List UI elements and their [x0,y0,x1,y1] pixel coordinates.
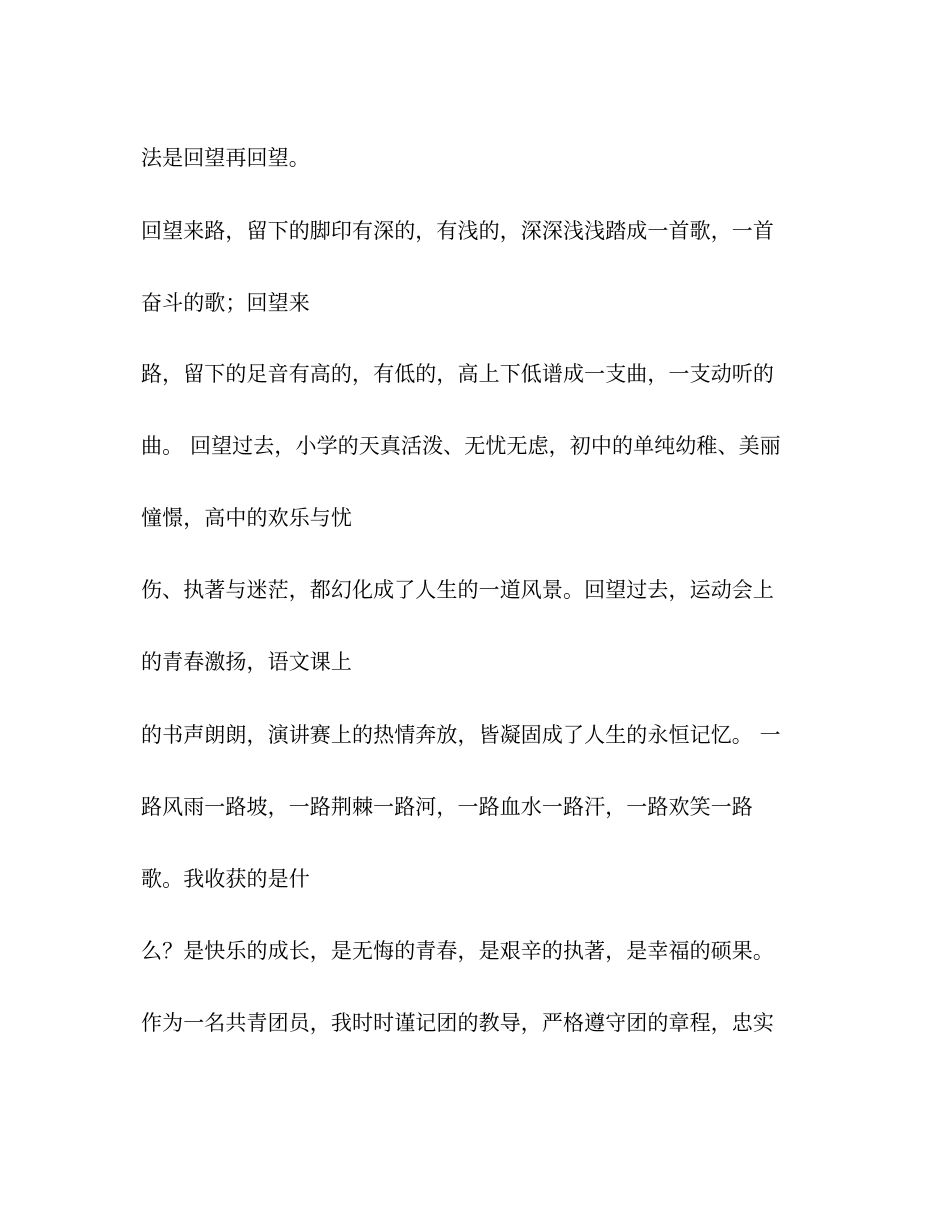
text-line: 路，留下的足音有高的，有低的，高上下低谱成一支曲，一支动听的 [141,362,774,386]
text-line: 歌。我收获的是什 [141,867,310,891]
text-line: 伤、执著与迷茫，都幻化成了人生的一道风景。回望过去，运动会上 [141,578,774,602]
text-line: 路风雨一路坡，一路荆棘一路河，一路血水一路汗，一路欢笑一路 [141,795,753,819]
text-line: 的书声朗朗，演讲赛上的热情奔放，皆凝固成了人生的永恒记忆。 一 [141,723,781,747]
text-line: 曲。 回望过去，小学的天真活泼、无忧无虑，初中的单纯幼稚、美丽 [141,434,781,458]
text-line: 憧憬，高中的欢乐与忧 [141,506,352,530]
text-line: 么？是快乐的成长，是无悔的青春，是艰辛的执著，是幸福的硕果。 [141,939,774,963]
text-line: 回望来路，留下的脚印有深的，有浅的，深深浅浅踏成一首歌，一首 [141,219,774,243]
text-line: 作为一名共青团员，我时时谨记团的教导，严格遵守团的章程，忠实 [141,1011,774,1035]
text-line: 奋斗的歌；回望来 [141,291,310,315]
text-line: 的青春激扬，语文课上 [141,650,352,674]
text-line: 法是回望再回望。 [141,146,310,170]
